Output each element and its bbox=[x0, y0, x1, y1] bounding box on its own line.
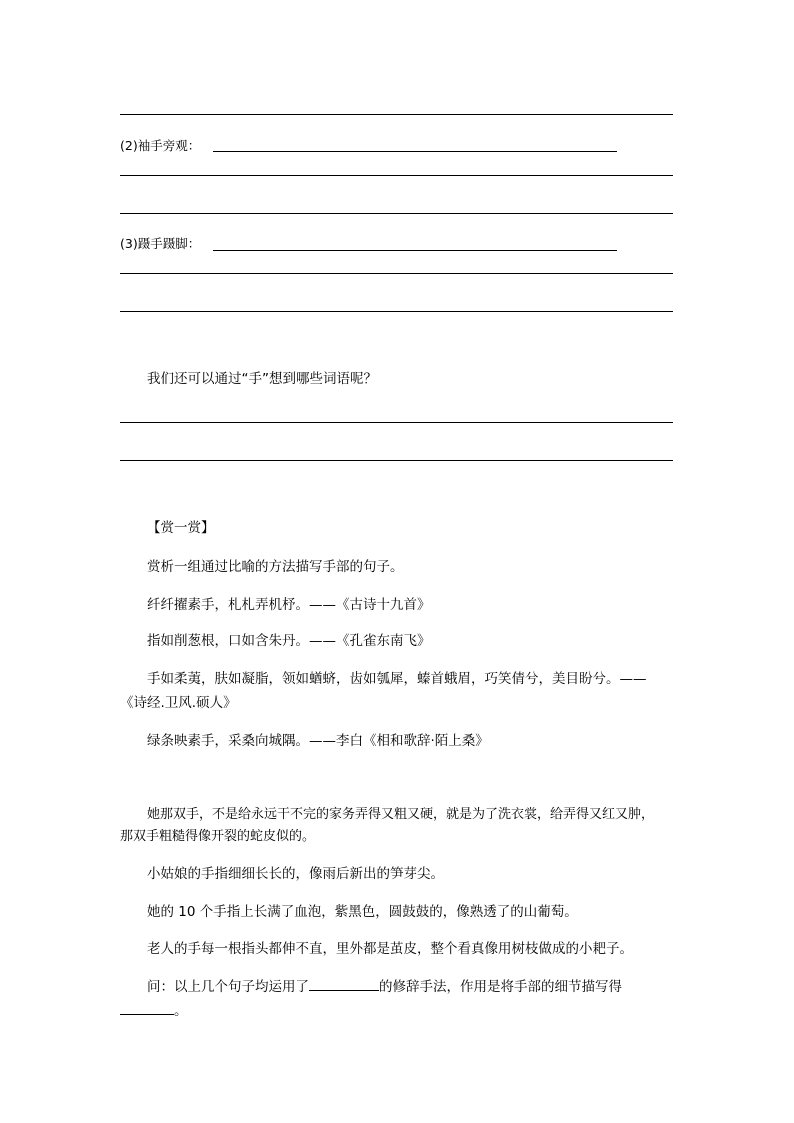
answer-line[interactable] bbox=[120, 273, 673, 274]
quote-line: 指如削葱根，口如含朱丹。——《孔雀东南飞》 bbox=[147, 633, 431, 649]
sentence-line: 她那双手，不是给永远干不完的家务弄得又粗又硬，就是为了洗衣裳，给弄得又红又肿， bbox=[147, 807, 655, 822]
quote-line: 《诗经.卫风.硕人》 bbox=[120, 695, 237, 711]
answer-line[interactable] bbox=[120, 114, 673, 115]
quote-line: 绿条映素手，采桑向城隅。——李白《相和歌辞·陌上桑》 bbox=[147, 733, 489, 749]
fill-blank-rhetoric[interactable] bbox=[309, 976, 379, 991]
sentence-line: 老人的手每一根指头都伸不直，里外都是茧皮，整个看真像用树枝做成的小耙子。 bbox=[147, 941, 633, 957]
item2-label: (2)袖手旁观： bbox=[120, 138, 201, 153]
final-question-part1: 问：以上几个句子均运用了 bbox=[147, 979, 309, 995]
final-question-continued bbox=[120, 1000, 188, 1021]
answer-line[interactable] bbox=[120, 175, 673, 176]
answer-line[interactable] bbox=[120, 460, 673, 461]
answer-line[interactable] bbox=[120, 213, 673, 214]
sentence-line: 那双手粗糙得像开裂的蛇皮似的。 bbox=[120, 829, 316, 844]
sentence-line: 她的 10 个手指上长满了血泡，紫黑色，圆鼓鼓的，像熟透了的山葡萄。 bbox=[147, 904, 578, 920]
final-question bbox=[147, 976, 622, 997]
answer-line[interactable] bbox=[120, 422, 673, 423]
answer-line-item3[interactable] bbox=[213, 250, 617, 251]
final-question-part2: 的修辞手法，作用是将手部的细节描写得 bbox=[379, 979, 622, 995]
fill-blank-effect[interactable] bbox=[120, 1000, 174, 1015]
final-question-part3: 。 bbox=[174, 1003, 188, 1019]
quote-line: 纤纤擢素手，札札弄机杼。——《古诗十九首》 bbox=[147, 597, 431, 613]
question-words: 我们还可以通过“手”想到哪些词语呢？ bbox=[147, 371, 377, 387]
quote-line: 手如柔荑，肤如凝脂，领如蝤蛴，齿如瓠犀，螓首蛾眉，巧笑倩兮，美目盼兮。—— bbox=[147, 671, 647, 687]
answer-line[interactable] bbox=[120, 311, 673, 312]
section-intro: 赏析一组通过比喻的方法描写手部的句子。 bbox=[147, 559, 404, 575]
sentence-line: 小姑娘的手指细细长长的，像雨后新出的笋芽尖。 bbox=[147, 866, 444, 882]
section-heading: 【赏一赏】 bbox=[147, 520, 215, 536]
item3-label: (3)蹑手蹑脚： bbox=[120, 236, 201, 251]
answer-line-item2[interactable] bbox=[213, 151, 617, 152]
